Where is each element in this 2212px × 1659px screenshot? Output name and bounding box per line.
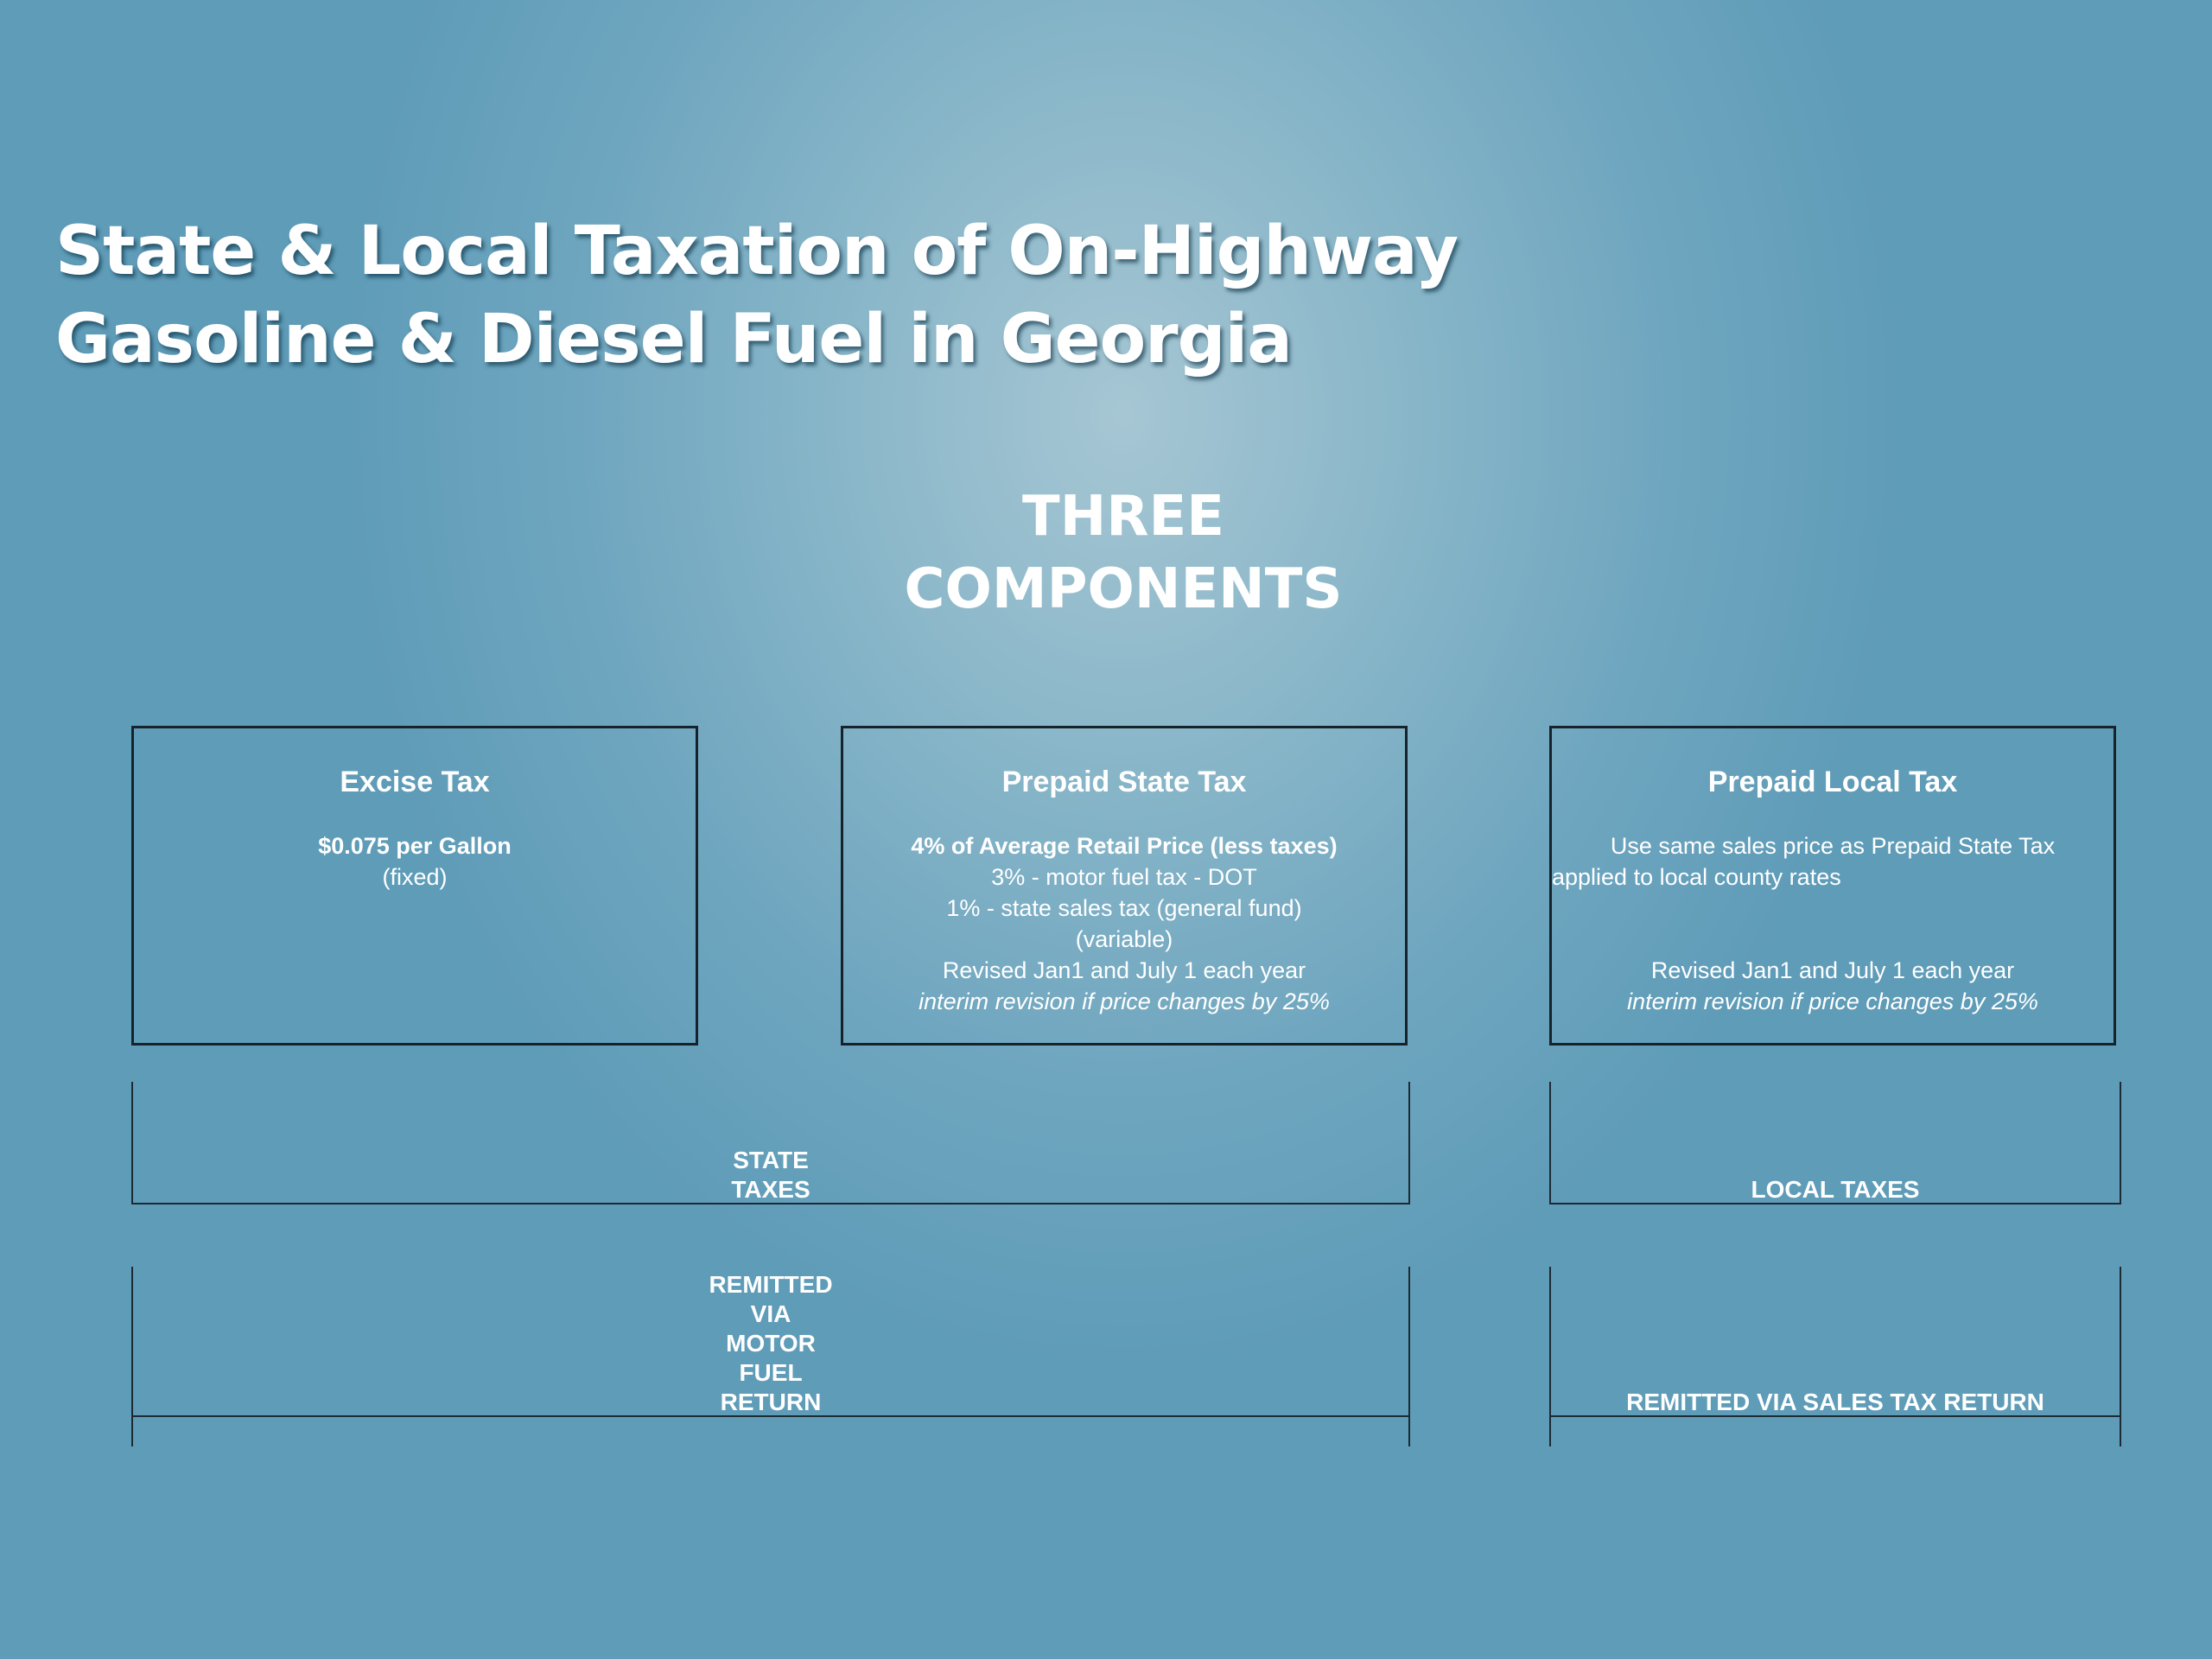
subtitle-line-2: COMPONENTS	[904, 557, 1343, 621]
subtitle-line-1: THREE	[1022, 485, 1224, 549]
prepaid-state-tax-general-fund: 1% - state sales tax (general fund)	[946, 895, 1302, 921]
prepaid-local-tax-interim: interim revision if price changes by 25%	[1627, 988, 2038, 1014]
slide-title-line-2: Gasoline & Diesel Fuel in Georgia	[55, 301, 1292, 378]
state-remit-bracket-extension	[131, 1415, 1410, 1446]
prepaid-local-tax-title: Prepaid Local Tax	[1707, 766, 1958, 798]
prepaid-state-tax-interim: interim revision if price changes by 25%	[918, 988, 1330, 1014]
state-remit-label-line-5: RETURN	[720, 1389, 822, 1415]
state-taxes-label-line-2: TAXES	[731, 1176, 810, 1203]
slide-title-line-1: State & Local Taxation of On-Highway	[55, 213, 1459, 290]
excise-tax-body	[134, 830, 696, 893]
prepaid-local-tax-rates: applied to local county rates	[1552, 864, 1841, 890]
prepaid-local-tax-price: Use same sales price as Prepaid State Tax	[1610, 833, 2056, 859]
prepaid-state-tax-box	[841, 726, 1408, 1046]
excise-tax-box	[131, 726, 698, 1046]
state-remit-label-line-3: MOTOR	[726, 1330, 816, 1357]
prepaid-local-tax-box	[1549, 726, 2116, 1046]
prepaid-state-tax-variable: (variable)	[1075, 926, 1173, 952]
state-remit-label-line-4: FUEL	[739, 1359, 803, 1386]
excise-tax-rate: $0.075 per Gallon	[318, 833, 512, 859]
prepaid-state-tax-revision: Revised Jan1 and July 1 each year	[942, 957, 1306, 983]
local-remit-label: REMITTED VIA SALES TAX RETURN	[1626, 1389, 2044, 1415]
slide-title	[55, 207, 1611, 384]
excise-tax-note: (fixed)	[382, 864, 448, 890]
local-taxes-label: LOCAL TAXES	[1751, 1176, 1920, 1203]
state-taxes-label	[684, 1146, 857, 1205]
state-remit-label-line-2: VIA	[750, 1300, 791, 1327]
prepaid-state-tax-body	[843, 830, 1405, 1017]
prepaid-local-tax-revision: Revised Jan1 and July 1 each year	[1650, 957, 2015, 983]
state-remit-label-line-1: REMITTED	[709, 1271, 833, 1298]
section-subtitle	[821, 480, 1426, 626]
prepaid-state-tax-dot: 3% - motor fuel tax - DOT	[991, 864, 1257, 890]
prepaid-state-tax-title: Prepaid State Tax	[1001, 766, 1247, 798]
prepaid-local-tax-body	[1552, 830, 2113, 1017]
state-remit-label	[684, 1270, 857, 1417]
prepaid-state-tax-rate: 4% of Average Retail Price (less taxes)	[911, 833, 1338, 859]
state-taxes-label-line-1: STATE	[733, 1147, 809, 1173]
excise-tax-title: Excise Tax	[340, 766, 490, 798]
prepaid-local-tax-spacer	[1552, 893, 2113, 955]
local-remit-bracket-extension	[1549, 1415, 2121, 1446]
